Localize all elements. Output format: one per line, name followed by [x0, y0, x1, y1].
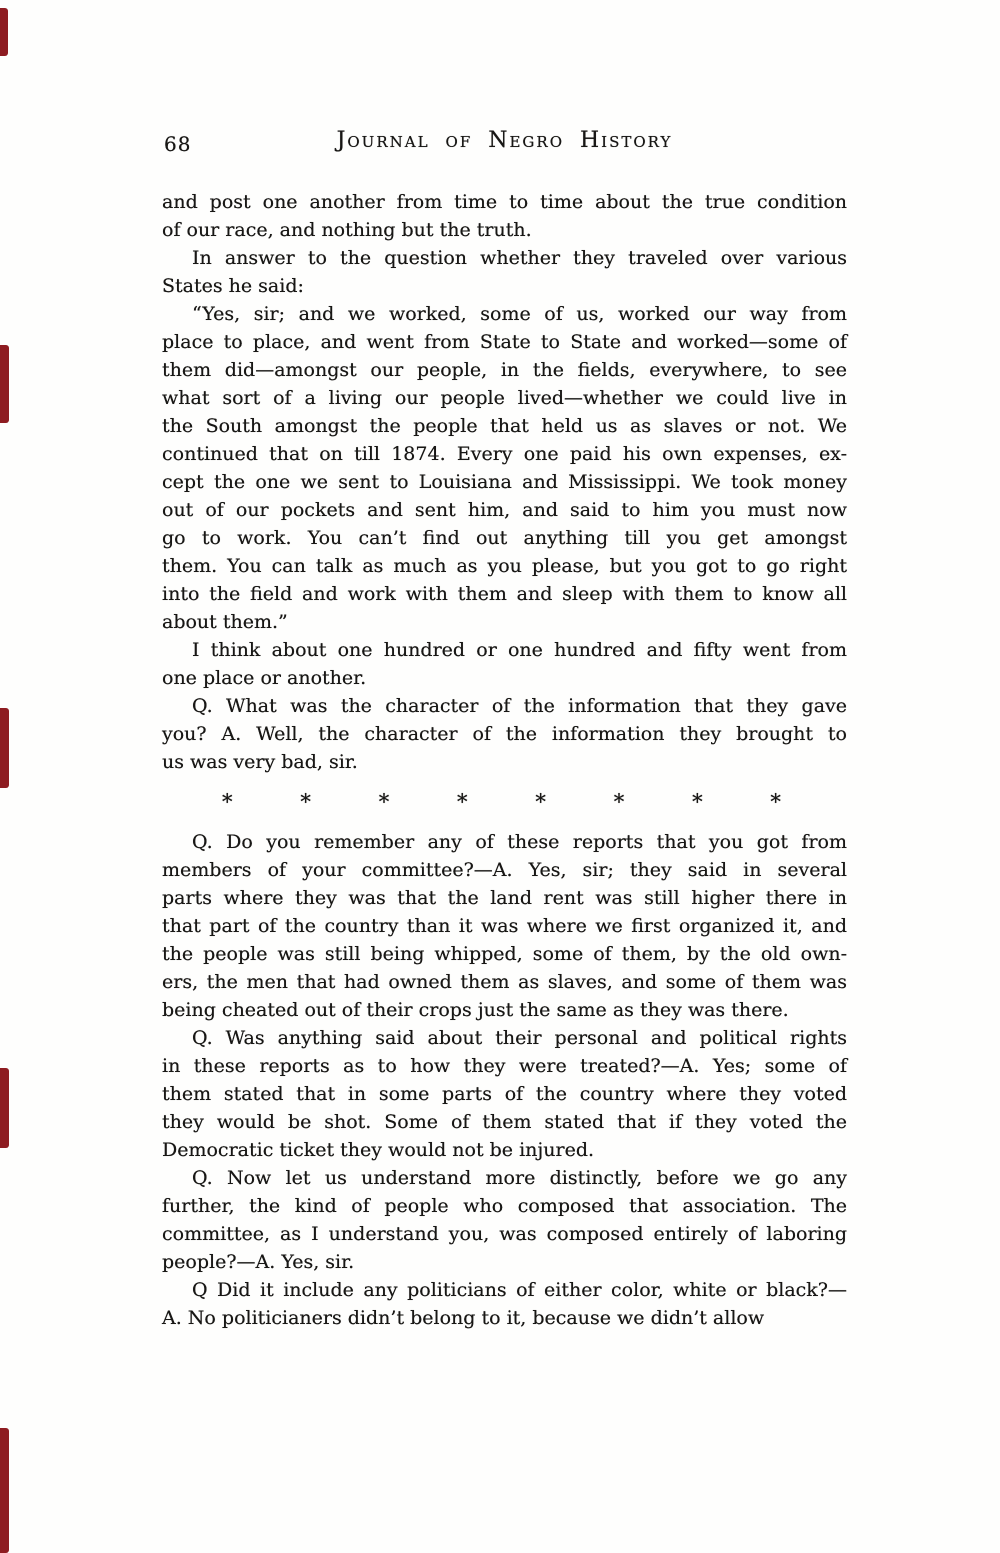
text-line: out of our pockets and sent him, and said to him you must now [162, 499, 847, 521]
text-line: A. No politicianers didn’t belong to it, because we didn’t allow [162, 1307, 765, 1329]
text-line: Democratic ticket they would not be injured. [162, 1139, 595, 1161]
text-line: being cheated out of their crops just the same as they was there. [162, 999, 789, 1021]
text-line: what sort of a living our people lived—whether we could live in [162, 387, 847, 409]
paragraph [162, 828, 847, 1024]
text-line: I think about one hundred or one hundred and fifty went from [192, 639, 847, 661]
paragraph [162, 188, 847, 244]
text-line: us was very bad, sir. [162, 751, 358, 773]
text-line: Q. Do you remember any of these reports that you got from [192, 831, 847, 853]
asterisk-glyph: * [770, 790, 781, 814]
asterisk-glyph: * [378, 790, 390, 814]
text-line: Q Did it include any politicians of either color, white or black?— [192, 1279, 847, 1301]
text-line: and post one another from time to time about the true condition [162, 191, 847, 213]
text-line: about them.” [162, 611, 288, 633]
text-line: the South amongst the people that held us as slaves or not. We [162, 415, 847, 437]
text-line: parts where they was that the land rent was still higher there in [162, 887, 847, 909]
text-line: them did—amongst our people, in the fields, everywhere, to see [162, 359, 847, 381]
text-line: of our race, and nothing but the truth. [162, 219, 532, 241]
text-line: them stated that in some parts of the country where they voted [162, 1083, 847, 1105]
text-line: ers, the men that had owned them as slaves, and some of them was [162, 971, 847, 993]
text-line: people?—A. Yes, sir. [162, 1251, 355, 1273]
text-line: place to place, and went from State to State and worked—some of [162, 331, 847, 353]
text-line: one place or another. [162, 667, 367, 689]
text-line: you? A. Well, the character of the information they brought to [162, 723, 847, 745]
page-number: 68 [164, 132, 192, 156]
scan-edge-mark [0, 8, 8, 56]
paragraph [162, 300, 847, 636]
paragraph [162, 636, 847, 692]
asterisk-glyph: * [457, 790, 468, 814]
text-body [162, 188, 847, 1332]
scan-edge-mark [0, 1428, 9, 1553]
asterisk-glyph: * [300, 790, 311, 814]
page-header [162, 128, 847, 162]
paragraph [162, 1164, 847, 1276]
section-separator [162, 788, 847, 816]
asterisk-glyph: * [692, 790, 703, 814]
text-line: Q. Now let us understand more distinctly, before we go any [192, 1167, 847, 1189]
text-line: into the field and work with them and sleep with them to know all [162, 583, 847, 605]
text-line: them. You can talk as much as you please, but you got to go right [162, 555, 847, 577]
text-line: that part of the country than it was where we first organized it, and [162, 915, 847, 937]
scan-edge-mark [0, 345, 9, 423]
text-line: In answer to the question whether they traveled over various [192, 247, 847, 269]
scan-edge-mark [0, 708, 9, 788]
text-line: cept the one we sent to Louisiana and Mississippi. We took money [162, 471, 847, 493]
text-line: committee, as I understand you, was composed entirely of laboring [162, 1223, 847, 1245]
text-line: in these reports as to how they were treated?—A. Yes; some of [162, 1055, 847, 1077]
text-line: Q. Was anything said about their personal and political rights [192, 1027, 847, 1049]
text-line: they would be shot. Some of them stated that if they voted the [162, 1111, 847, 1133]
text-line: further, the kind of people who composed that association. The [162, 1195, 847, 1217]
paragraph [162, 1276, 847, 1332]
text-line: Q. What was the character of the information that they gave [192, 695, 847, 717]
text-line: members of your committee?—A. Yes, sir; they said in several [162, 859, 847, 881]
asterisk-glyph: * [613, 790, 625, 814]
paragraph [162, 244, 847, 300]
asterisk-glyph: * [535, 790, 546, 814]
text-line: go to work. You can’t find out anything till you get amongst [162, 527, 847, 549]
scan-edge-mark [0, 1068, 9, 1148]
paragraph [162, 1024, 847, 1164]
text-line: the people was still being whipped, some of them, by the old own- [162, 943, 847, 965]
text-line: continued that on till 1874. Every one paid his own expenses, ex- [162, 443, 847, 465]
asterisk-glyph: * [222, 790, 233, 814]
paragraph [162, 692, 847, 776]
text-line: “Yes, sir; and we worked, some of us, worked our way from [192, 303, 847, 325]
running-header: Journal of Negro History [336, 128, 673, 153]
text-line: States he said: [162, 275, 304, 297]
